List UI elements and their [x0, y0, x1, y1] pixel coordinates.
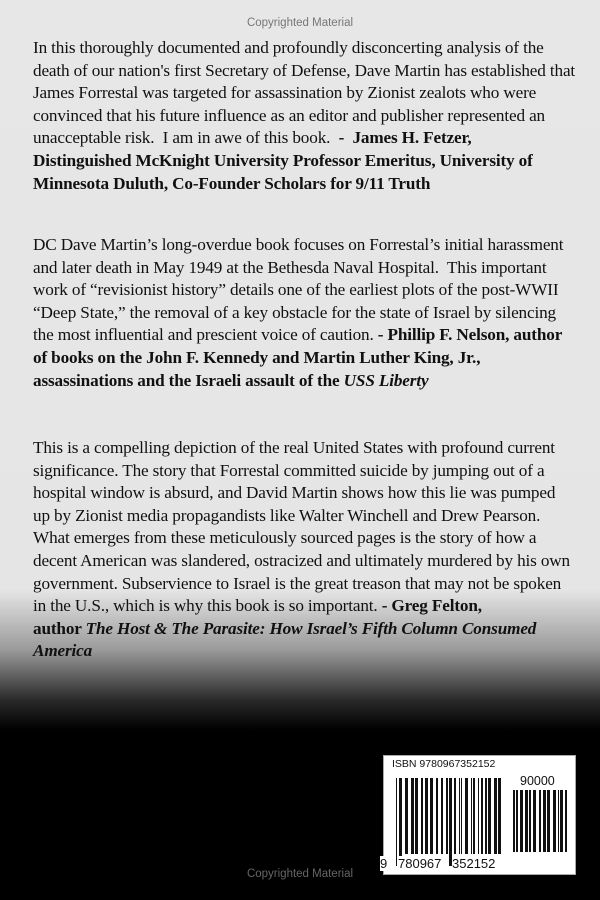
addon-barcode-bars [513, 790, 567, 864]
barcode-bar [441, 778, 443, 854]
body-text: in the U.S., which is why this book is so important. [33, 596, 382, 616]
attribution-text: - Phillip F. Nelson, author [377, 325, 563, 345]
text-line [33, 37, 575, 60]
text-line [33, 527, 570, 550]
text-line [33, 595, 570, 618]
text-line [33, 550, 570, 573]
body-text: significance. The story that Forrestal committed suicide by jumping out of a [33, 460, 545, 480]
barcode-bar [415, 778, 418, 854]
barcode-bar [465, 778, 468, 854]
barcode-bar [405, 778, 408, 854]
barcode-bar [516, 790, 518, 852]
barcode-bar [481, 778, 483, 854]
price-code: 90000 [520, 774, 555, 788]
attribution-text: Distinguished McKnight University Professor Emeritus, University of [33, 150, 533, 170]
barcode-bar [430, 778, 433, 854]
barcode-bar [473, 778, 475, 854]
attribution-text: of books on the John F. Kennedy and Martin Luther King, Jr., [33, 347, 481, 367]
text-line [33, 505, 570, 528]
barcode-bar [478, 778, 479, 854]
text-line [33, 105, 575, 128]
text-line [33, 324, 563, 347]
barcode-bar [436, 778, 438, 854]
barcode-bar [543, 790, 546, 852]
barcode-bar [560, 790, 563, 852]
text-line [33, 437, 570, 460]
barcode-bar [399, 778, 402, 866]
attribution-text: USS Liberty [343, 370, 429, 390]
copyright-watermark-bottom: Copyrighted Material [246, 868, 354, 880]
text-line [33, 460, 570, 483]
barcode-bar [446, 778, 448, 854]
barcode-bar [471, 778, 472, 854]
text-line [33, 60, 575, 83]
body-text: government. Subservience to Israel is the great treason that may not be spoken [33, 573, 562, 593]
body-text: “Deep State,” the removal of a key obstacle for the state of Israel by silencing [33, 302, 556, 322]
barcode-bar [553, 790, 556, 852]
body-text: DC Dave Martin’s long-overdue book focuses on Forrestal’s initial harassment [33, 235, 564, 254]
barcode-bar [459, 778, 460, 854]
barcode-bar [411, 778, 414, 854]
endorsement-nelson [33, 234, 563, 392]
text-line [33, 640, 570, 663]
barcode-bar [488, 778, 491, 854]
attribution-text: The Host & The Parasite: How Israel’s Fifth Column Consumed [85, 618, 537, 638]
isbn-label: ISBN 9780967352152 [392, 758, 496, 770]
barcode-bar [520, 790, 523, 852]
body-text: decent American was slandered, ostracized and ultimately murdered by his own [33, 550, 570, 570]
barcode-digit-group1: 780967 [398, 856, 442, 871]
barcode-bar [565, 790, 567, 852]
text-line [33, 482, 570, 505]
text-line [33, 82, 575, 105]
text-line [33, 618, 570, 641]
barcode-bar [533, 790, 536, 852]
barcode-bar [421, 778, 423, 854]
text-line [33, 573, 570, 596]
copyright-watermark-top: Copyrighted Material [246, 17, 354, 29]
body-text: James Forrestal was targeted for assassination by Zionist zealots who were [33, 83, 537, 103]
barcode-bar [461, 778, 462, 854]
body-text: and later death in May 1949 at the Bethesda Naval Hospital. This important [33, 257, 547, 277]
barcode-bar [449, 778, 452, 866]
barcode-bar [454, 778, 456, 854]
body-text: up by Zionist media propagandists like Walter Winchell and Drew Pearson. [33, 505, 541, 525]
body-text: hospital window is absurd, and David Martin shows how this lie was pumped [33, 483, 556, 503]
barcode-bar [547, 790, 550, 852]
text-line [33, 347, 563, 370]
text-line [33, 234, 563, 257]
barcode-bar [425, 778, 428, 854]
attribution-text: - Greg Felton, [381, 596, 482, 616]
attribution-text: America [33, 641, 93, 661]
barcode-bar [558, 790, 559, 852]
barcode-digit-first: 9 [380, 856, 388, 871]
barcode-bar [485, 778, 487, 854]
text-line [33, 127, 575, 150]
barcode-bar [529, 790, 531, 852]
barcode-bar [498, 778, 501, 854]
barcode-bar [525, 790, 528, 852]
endorsement-felton [33, 437, 570, 663]
body-text: This is a compelling depiction of the real United States with profound current [33, 438, 555, 457]
body-text: the most influential and prescient voice of caution. [33, 325, 378, 345]
text-line [33, 370, 563, 393]
text-line [33, 150, 575, 173]
attribution-text: - James H. Fetzer, [338, 128, 472, 148]
body-text: What emerges from these meticulously sourced pages is the story of how a [33, 528, 537, 548]
body-text: death of our nation's first Secretary of Defense, Dave Martin has established that [33, 60, 576, 80]
body-text: unacceptable risk. I am in awe of this book. [33, 128, 339, 148]
barcode-bars [396, 778, 503, 866]
text-line [33, 173, 575, 196]
attribution-text: assassinations and the Israeli assault of the [33, 370, 344, 390]
barcode-bar [539, 790, 541, 852]
barcode-bar [513, 790, 515, 852]
endorsement-fetzer [33, 37, 575, 195]
body-text: work of “revisionist history” details one of the earliest plots of the post-WWII [33, 280, 559, 300]
barcode-bar [494, 778, 497, 854]
text-line [33, 279, 563, 302]
body-text: In this thoroughly documented and profoundly disconcerting analysis of the [33, 38, 544, 57]
body-text: convinced that his future influence as an editor and publisher represented an [33, 105, 545, 125]
text-line [33, 302, 563, 325]
attribution-text: author [33, 618, 86, 638]
barcode-digit-group2: 352152 [452, 856, 496, 871]
text-line [33, 257, 563, 280]
attribution-text: Minnesota Duluth, Co-Founder Scholars for 9/11 Truth [33, 173, 431, 193]
isbn-barcode [380, 755, 576, 875]
barcode-bar [396, 778, 397, 866]
